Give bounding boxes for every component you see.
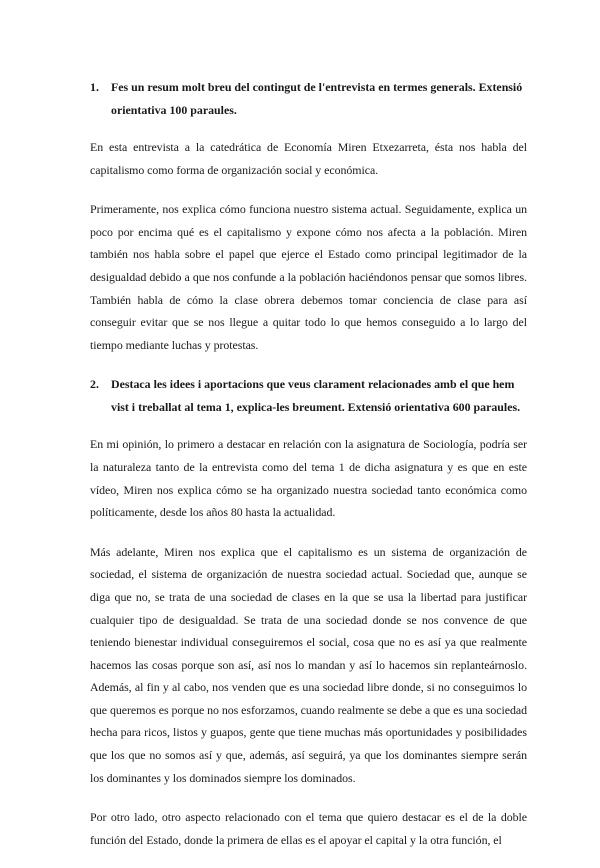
answer-paragraph: Primeramente, nos explica cómo funciona nuestro sistema actual. Seguidamente, explica un poco por encima qué es el capitalismo y expone cómo nos afecta a la población. Miren también nos habla sobre el papel que ejerce el Estado como principal legitimador de la desigualdad debido a que nos confunde a la población haciéndonos pensar que somos libres. También habla de cómo la clase obrera debemos tomar conciencia de clase para así conseguir evitar que se nos llegue a quitar todo lo que hemos conseguido a lo largo del tiempo mediante luchas y protestas. — [90, 202, 527, 352]
answer-paragraph: Por otro lado, otro aspecto relacionado con el tema que quiero destacar es el de la doble función del Estado, donde la primera de ellas es el apoyar el capital y la otra función, el — [90, 810, 527, 847]
question-heading-2 — [90, 373, 527, 418]
answer-paragraph: En esta entrevista a la catedrática de Economía Miren Etxezarreta, ésta nos habla del capitalismo como forma de organización social y económica. — [90, 140, 527, 177]
question-number: 1. — [90, 80, 99, 94]
question-heading-1 — [90, 76, 527, 121]
answer-paragraph: Más adelante, Miren nos explica que el capitalismo es un sistema de organización de sociedad, el sistema de organización de nuestra sociedad actual. Sociedad que, aunque se diga que no, se trata de una sociedad de clases en la que se usa la libertad para justificar cualquier tipo de desigualdad. Se trata de una sociedad donde se nos convence de que teniendo bienestar individual conseguiremos el social, cosa que no es así ya que realmente hacemos las cosas porque son así, así nos lo mandan y así lo hacemos sin replanteárnoslo. Además, al fin y al cabo, nos venden que es una sociedad libre donde, si no conseguimos lo que queremos es porque no nos esforzamos, cuando realmente se debe a que es una sociedad hecha para ricos, listos y guapos, gente que tiene muchas más oportunidades y posibilidades que los que no somos así y que, además, así seguirá, ya que los dominantes siempre serán los dominantes y los dominados siempre los dominados. — [90, 544, 527, 785]
question-number: 2. — [90, 377, 99, 392]
question-text: Destaca les idees i aportacions que veus clarament relacionades amb el que hem vist i treballat al tema 1, explica-les breument. Extensió orientativa 600 paraules. — [111, 377, 521, 414]
question-text: Fes un resum molt breu del contingut de l'entrevista en termes generals. Extensió orientativa 100 paraules. — [111, 80, 523, 117]
document-page — [90, 76, 527, 868]
answer-paragraph: En mi opinión, lo primero a destacar en relación con la asignatura de Sociología, podría ser la naturaleza tanto de la entrevista como del tema 1 de dicha asignatura y es que en este vídeo, Miren nos explica cómo se ha organizado nuestra sociedad tanto económica como políticamente, desde los años 80 hasta la actualidad. — [90, 437, 527, 520]
